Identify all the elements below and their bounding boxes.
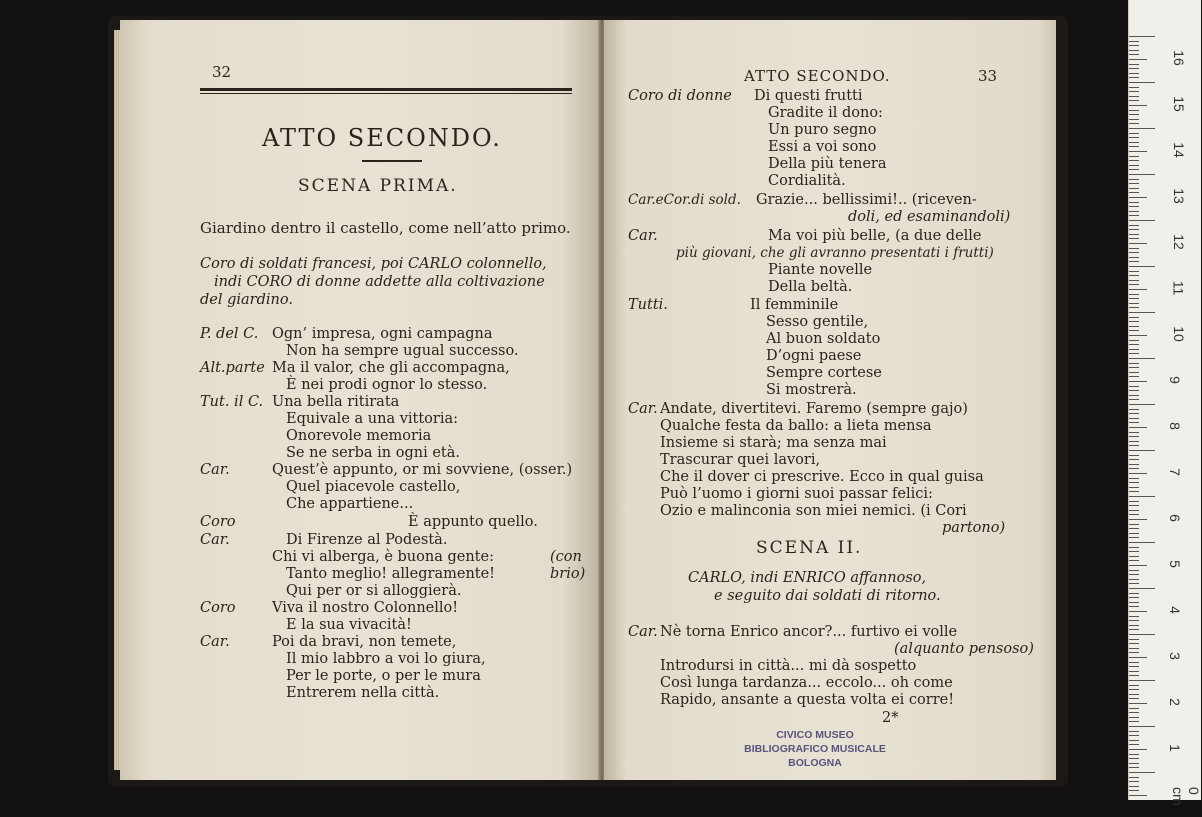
ruler-tick — [1129, 450, 1155, 451]
ruler-tick — [1129, 537, 1139, 538]
ruler-tick — [1129, 275, 1139, 276]
verse-line: Qui per or si alloggierà. — [286, 583, 462, 599]
ruler-label: 15 — [1170, 96, 1187, 112]
verse-line: Gradite il dono: — [768, 105, 883, 121]
ruler-tick — [1129, 183, 1139, 184]
verse-line: Sesso gentile, — [766, 314, 869, 330]
scene-heading: SCENA II. — [756, 538, 863, 558]
speaker: Car.eCor.di sold. — [628, 192, 741, 208]
verse-line: Al buon soldato — [766, 331, 881, 347]
ruler-tick — [1129, 174, 1155, 175]
speaker: Coro — [200, 514, 236, 530]
ruler-tick — [1129, 482, 1139, 483]
ruler-tick — [1129, 583, 1139, 584]
stamp-line: BOLOGNA — [788, 757, 842, 769]
ruler-tick — [1129, 703, 1147, 704]
verse-line: È appunto quello. — [408, 514, 538, 530]
ruler-label: 3 — [1166, 652, 1183, 660]
ruler-tick — [1129, 45, 1139, 46]
ruler-tick — [1129, 321, 1139, 322]
ruler-tick — [1129, 413, 1139, 414]
ruler-tick — [1129, 105, 1147, 106]
ruler-tick — [1129, 110, 1139, 111]
ruler-tick — [1129, 464, 1139, 465]
ruler-tick — [1129, 179, 1139, 180]
ruler-tick — [1129, 220, 1155, 221]
ruler-label: 9 — [1166, 376, 1183, 384]
verse-line: Ma voi più belle, (a due delle — [768, 228, 982, 244]
ruler-tick — [1129, 399, 1139, 400]
act-heading: ATTO SECONDO. — [262, 124, 502, 152]
ruler-tick — [1129, 781, 1139, 782]
left-page-number: 32 — [212, 63, 232, 81]
ruler-label: 14 — [1170, 142, 1187, 158]
stamp-line: CIVICO MUSEO — [776, 729, 854, 741]
ruler-tick — [1129, 620, 1139, 621]
ruler-tick — [1129, 763, 1139, 764]
ruler-label: 4 — [1166, 606, 1183, 614]
ruler-label: 1 — [1166, 744, 1183, 752]
verse-line: Quel piacevole castello, — [286, 479, 461, 495]
ruler-tick — [1129, 680, 1155, 681]
verse-line: Onorevole memoria — [286, 428, 432, 444]
ruler-tick — [1129, 542, 1155, 543]
ruler-tick — [1129, 123, 1139, 124]
ruler-tick — [1129, 151, 1147, 152]
ruler-tick — [1129, 560, 1139, 561]
ruler-tick — [1129, 717, 1139, 718]
ruler-tick — [1129, 758, 1139, 759]
ruler-label: 13 — [1170, 188, 1187, 204]
verse-line: Ogn’ impresa, ogni campagna — [272, 326, 493, 342]
ruler-tick — [1129, 616, 1139, 617]
side-note: (con — [550, 549, 582, 565]
speaker: Coro di donne — [628, 88, 732, 104]
ruler-tick — [1129, 427, 1147, 428]
stage-direction: doli, ed esaminandoli) — [848, 209, 1011, 225]
ruler-label: 7 — [1166, 468, 1183, 476]
ruler-tick — [1129, 317, 1139, 318]
ruler-tick — [1129, 358, 1155, 359]
ruler-tick — [1129, 238, 1139, 239]
ruler-tick — [1129, 505, 1139, 506]
ruler-tick — [1129, 340, 1139, 341]
prose-line: Che il dover ci prescrive. Ecco in qual guisa — [660, 469, 984, 485]
ruler-tick — [1129, 606, 1139, 607]
ruler-tick — [1129, 468, 1139, 469]
verse-line: Il femminile — [750, 297, 839, 313]
ruler-label: 2 — [1166, 698, 1183, 706]
prose-line: Trascurar quei lavori, — [660, 452, 821, 468]
ruler-tick — [1129, 326, 1139, 327]
ruler-tick — [1129, 652, 1139, 653]
ruler-tick — [1129, 445, 1139, 446]
ruler-tick — [1129, 261, 1139, 262]
verse-line: Viva il nostro Colonnello! — [272, 600, 459, 616]
speaker: Car. — [200, 634, 230, 650]
ruler-tick — [1129, 363, 1139, 364]
ruler-tick — [1129, 280, 1139, 281]
verse-line: Della beltà. — [768, 279, 853, 295]
ruler-tick — [1129, 744, 1139, 745]
right-page-number: 33 — [978, 67, 998, 85]
ruler-label: 12 — [1170, 234, 1187, 250]
ruler-tick — [1129, 73, 1139, 74]
prose-line: Nè torna Enrico ancor?... furtivo ei volle — [660, 624, 958, 640]
ruler-tick — [1129, 188, 1139, 189]
stage-direction: Coro di soldati francesi, poi CARLO colonnello, — [200, 256, 547, 272]
ruler-tick — [1129, 662, 1139, 663]
ruler-tick — [1129, 790, 1139, 791]
stage-direction: del giardino. — [200, 292, 293, 308]
ruler-tick — [1129, 547, 1139, 548]
ruler-tick — [1129, 349, 1139, 350]
ruler-tick — [1129, 395, 1139, 396]
ruler-tick — [1129, 432, 1139, 433]
speaker: Coro — [200, 600, 236, 616]
running-heading: ATTO SECONDO. — [744, 67, 891, 85]
ruler-tick — [1129, 422, 1139, 423]
ruler-tick — [1129, 59, 1147, 60]
ruler-tick — [1129, 381, 1147, 382]
ruler-tick — [1129, 202, 1139, 203]
speaker: Car. — [200, 462, 230, 478]
stamp-line: BIBLIOGRAFICO MUSICALE — [744, 743, 886, 755]
verse-line: Sempre cortese — [766, 365, 882, 381]
stage-direction: indi CORO di donne addette alla coltivazione — [214, 274, 545, 290]
ruler-tick — [1129, 390, 1139, 391]
prose-line: Insieme si starà; ma senza mai — [660, 435, 887, 451]
prose-line: Qualche festa da ballo: a lieta mensa — [660, 418, 932, 434]
verse-line: Il mio labbro a voi lo giura, — [286, 651, 486, 667]
ruler-tick — [1129, 54, 1139, 55]
ruler-tick — [1129, 225, 1139, 226]
verse-line: Per le porte, o per le mura — [286, 668, 481, 684]
ruler-tick — [1129, 41, 1139, 42]
verse-line: Poi da bravi, non temete, — [272, 634, 457, 650]
verse-line: Chi vi alberga, è buona gente: — [272, 549, 494, 565]
ruler-tick — [1129, 211, 1139, 212]
ruler-tick — [1129, 574, 1139, 575]
ruler-tick — [1129, 303, 1139, 304]
ruler-tick — [1129, 243, 1147, 244]
ruler-tick — [1129, 556, 1139, 557]
ruler-tick — [1129, 133, 1139, 134]
ruler-tick — [1129, 501, 1139, 502]
ruler-tick — [1129, 146, 1139, 147]
ruler-tick — [1129, 565, 1147, 566]
ruler-tick — [1129, 551, 1139, 552]
ruler-tick — [1129, 298, 1139, 299]
ruler-tick — [1129, 271, 1139, 272]
ruler-tick — [1129, 459, 1139, 460]
ruler-tick — [1129, 602, 1139, 603]
ruler-tick — [1129, 119, 1139, 120]
speaker: Alt.parte — [200, 360, 265, 376]
ruler-tick — [1129, 579, 1139, 580]
header-rule-thin — [200, 93, 572, 94]
ruler-tick — [1129, 441, 1139, 442]
ruler-tick — [1129, 772, 1155, 773]
verse-line: Si mostrerà. — [766, 382, 857, 398]
side-note: brio) — [550, 566, 586, 582]
verse-line: Della più tenera — [768, 156, 887, 172]
verse-line: Grazie... bellissimi!.. (riceven- — [756, 192, 977, 208]
stage-direction: CARLO, indi ENRICO affannoso, — [688, 570, 927, 586]
ruler-tick — [1129, 708, 1139, 709]
prose-line: Ozio e malinconia son miei nemici. (i Cori — [660, 503, 967, 519]
ruler-tick — [1129, 749, 1147, 750]
ruler-tick — [1129, 657, 1147, 658]
speaker: Car. — [628, 401, 658, 417]
ruler-tick — [1129, 455, 1139, 456]
verse-line: Equivale a una vittoria: — [286, 411, 459, 427]
ruler-tick — [1129, 289, 1147, 290]
speaker: P. del C. — [200, 326, 259, 342]
ruler-tick — [1129, 248, 1139, 249]
ruler-tick — [1129, 795, 1147, 796]
ruler-tick — [1129, 77, 1139, 78]
verse-line: Quest’è appunto, or mi sovviene, (osser.) — [272, 462, 573, 478]
ruler-tick — [1129, 82, 1155, 83]
prose-line: Può l’uomo i giorni suoi passar felici: — [660, 486, 933, 502]
ruler-tick — [1129, 740, 1139, 741]
ruler-tick — [1129, 689, 1139, 690]
prose-line: Rapido, ansante a questa volta ei corre! — [660, 692, 955, 708]
ruler-tick — [1129, 767, 1139, 768]
ruler-tick — [1129, 50, 1139, 51]
ruler-label: 16 — [1170, 50, 1187, 66]
ruler-tick — [1129, 712, 1139, 713]
ruler-tick — [1129, 386, 1139, 387]
ruler-tick — [1129, 726, 1155, 727]
ruler-tick — [1129, 510, 1139, 511]
ruler-tick — [1129, 671, 1139, 672]
verse-line: Essi a voi sono — [768, 139, 877, 155]
ruler-tick — [1129, 524, 1139, 525]
ruler-tick — [1129, 643, 1139, 644]
ruler-tick — [1129, 114, 1139, 115]
ruler-tick — [1129, 473, 1147, 474]
verse-line: Piante novelle — [768, 262, 873, 278]
ruler-tick — [1129, 409, 1139, 410]
ruler-tick — [1129, 666, 1139, 667]
verse-line: Ma il valor, che gli accompagna, — [272, 360, 510, 376]
ruler-tick — [1129, 404, 1155, 405]
ruler-tick — [1129, 533, 1139, 534]
ruler-tick — [1129, 698, 1139, 699]
ruler-tick — [1129, 786, 1139, 787]
verse-line: D’ogni paese — [766, 348, 862, 364]
ruler-tick — [1129, 418, 1139, 419]
ruler-tick — [1129, 625, 1139, 626]
ruler-tick — [1129, 96, 1139, 97]
ruler-tick — [1129, 257, 1139, 258]
right-page — [604, 20, 1056, 780]
ruler-tick — [1129, 639, 1139, 640]
ruler-label: 6 — [1166, 514, 1183, 522]
ruler-tick — [1129, 206, 1139, 207]
ruler-tick — [1129, 777, 1139, 778]
ruler-tick — [1129, 648, 1139, 649]
ruler-tick — [1129, 487, 1139, 488]
ruler-tick — [1129, 694, 1139, 695]
library-stamp — [740, 728, 890, 776]
ruler-tick — [1129, 137, 1139, 138]
ruler-label: 10 — [1170, 326, 1187, 342]
verse-line: E la sua vivacità! — [286, 617, 412, 633]
ruler-tick — [1129, 514, 1139, 515]
ruler-tick — [1129, 330, 1139, 331]
ruler-tick — [1129, 629, 1139, 630]
verse-line: Entrerem nella città. — [286, 685, 440, 701]
ruler-tick — [1129, 64, 1139, 65]
scene-heading: SCENA PRIMA. — [298, 176, 458, 196]
left-page — [120, 20, 600, 780]
ruler-tick — [1129, 721, 1139, 722]
ruler-tick — [1129, 344, 1139, 345]
prose-line: Introdursi in città... mi dà sospetto — [660, 658, 917, 674]
verse-line: Che appartiene... — [286, 496, 414, 512]
stage-direction: (alquanto pensoso) — [894, 641, 1034, 657]
ruler-label: 5 — [1166, 560, 1183, 568]
verse-line: Cordialità. — [768, 173, 846, 189]
verse-line: Di Firenze al Podestà. — [286, 532, 448, 548]
ruler-tick — [1129, 234, 1139, 235]
ruler-tick — [1129, 528, 1139, 529]
ruler-tick — [1129, 491, 1139, 492]
ruler-tick — [1129, 294, 1139, 295]
ruler-tick — [1129, 307, 1139, 308]
ruler-tick — [1129, 192, 1139, 193]
verse-line: Se ne serba in ogni età. — [286, 445, 460, 461]
ruler-tick — [1129, 128, 1155, 129]
ruler-tick — [1129, 731, 1139, 732]
ruler-tick — [1129, 353, 1139, 354]
ruler-tick — [1129, 372, 1139, 373]
ruler-tick — [1129, 266, 1155, 267]
ruler-tick — [1129, 197, 1147, 198]
ruler-tick — [1129, 519, 1147, 520]
ruler-label: 11 — [1170, 280, 1187, 296]
stage-direction: più giovani, che gli avranno presentati i frutti) — [676, 245, 994, 261]
speaker: Car. — [200, 532, 230, 548]
verse-line: Non ha sempre ugual successo. — [286, 343, 519, 359]
ruler-tick — [1129, 252, 1139, 253]
ruler-tick — [1129, 160, 1139, 161]
measuring-ruler — [1128, 0, 1202, 806]
signature-mark: 2* — [882, 710, 899, 726]
ruler-tick — [1129, 376, 1139, 377]
ruler-tick — [1129, 597, 1139, 598]
ruler-label: 0 cm — [1170, 787, 1202, 806]
speaker: Car. — [628, 624, 658, 640]
ruler-tick — [1129, 436, 1139, 437]
ruler-tick — [1129, 87, 1139, 88]
speaker: Car. — [628, 228, 658, 244]
verse-line: È nei prodi ognor lo stesso. — [286, 377, 488, 393]
ruler-tick — [1129, 754, 1139, 755]
ruler-tick — [1129, 165, 1139, 166]
ruler-tick — [1129, 91, 1139, 92]
ruler-tick — [1129, 156, 1139, 157]
ruler-tick — [1129, 169, 1139, 170]
ruler-tick — [1129, 570, 1139, 571]
prose-line: Andate, divertitevi. Faremo (sempre gajo) — [660, 401, 968, 417]
ruler-tick — [1129, 588, 1155, 589]
ruler-tick — [1129, 215, 1139, 216]
ruler-tick — [1129, 284, 1139, 285]
setting-text: Giardino dentro il castello, come nell’atto primo. — [200, 219, 571, 237]
verse-line: Tanto meglio! allegramente! — [286, 566, 496, 582]
ruler-tick — [1129, 36, 1155, 37]
verse-line: Un puro segno — [768, 122, 877, 138]
ruler-tick — [1129, 100, 1139, 101]
heading-rule — [362, 160, 422, 162]
ruler-tick — [1129, 142, 1139, 143]
ruler-label: 8 — [1166, 422, 1183, 430]
speaker: Tut. il C. — [200, 394, 264, 410]
ruler-tick — [1129, 335, 1147, 336]
ruler-tick — [1129, 496, 1155, 497]
header-rule — [200, 88, 572, 91]
ruler-tick — [1129, 229, 1139, 230]
verse-line: Una bella ritirata — [272, 394, 400, 410]
ruler-tick — [1129, 68, 1139, 69]
ruler-tick — [1129, 735, 1139, 736]
stage-direction: e seguito dai soldati di ritorno. — [714, 588, 941, 604]
speaker: Tutti. — [628, 297, 668, 313]
ruler-tick — [1129, 611, 1147, 612]
ruler-tick — [1129, 312, 1155, 313]
ruler-tick — [1129, 367, 1139, 368]
ruler-tick — [1129, 593, 1139, 594]
ruler-tick — [1129, 634, 1155, 635]
verse-line: Di questi frutti — [754, 88, 863, 104]
ruler-tick — [1129, 478, 1139, 479]
stage-direction: partono) — [942, 520, 1006, 536]
ruler-tick — [1129, 675, 1139, 676]
ruler-tick — [1129, 685, 1139, 686]
prose-line: Così lunga tardanza... eccolo... oh come — [660, 675, 953, 691]
